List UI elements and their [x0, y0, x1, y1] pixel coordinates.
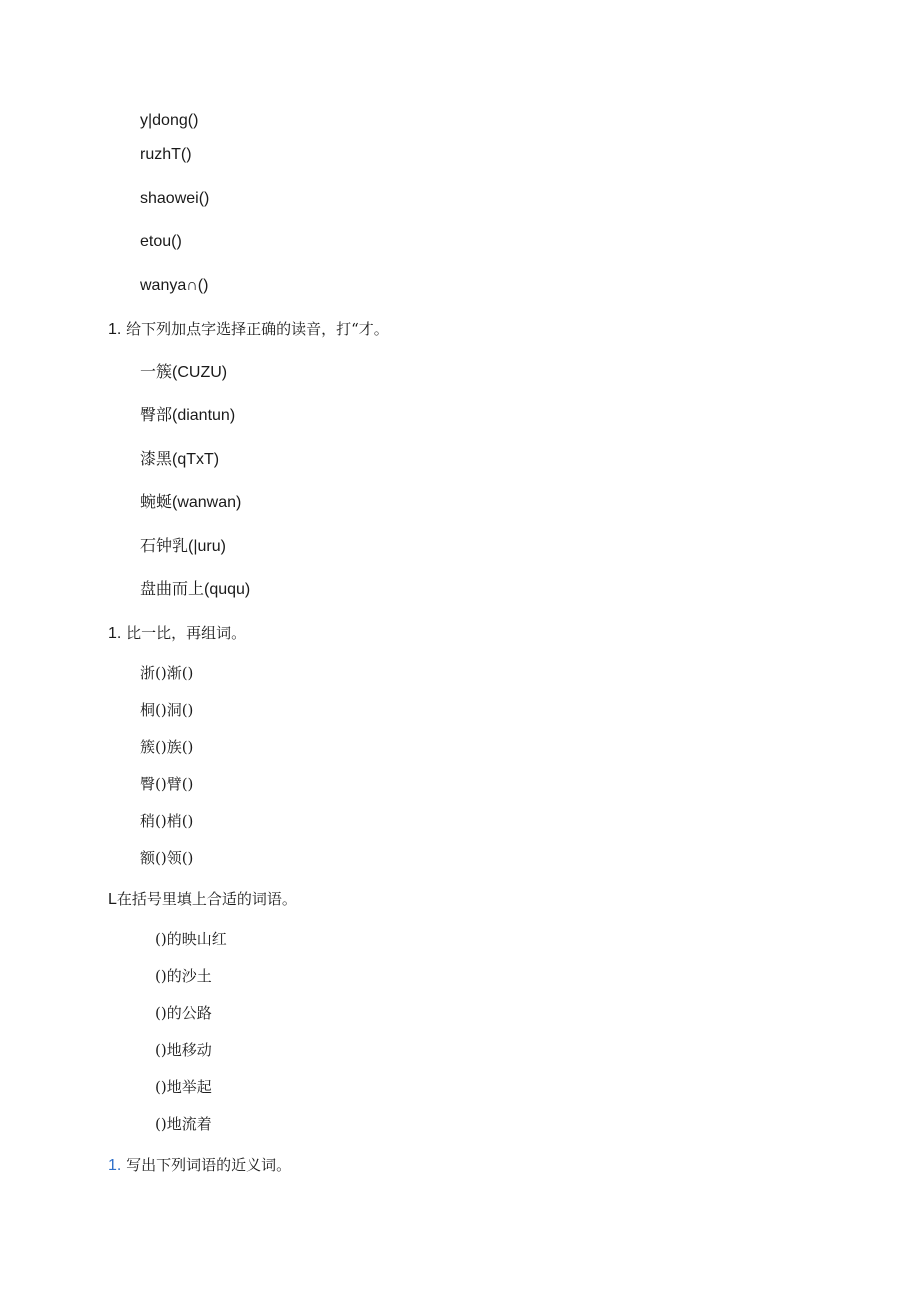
pinyin-item: etou(): [140, 233, 182, 250]
compare-item: 稍()梢(): [140, 812, 194, 830]
question-text: 比一比，再组词。: [126, 624, 247, 642]
pinyin-item: ruzhT(): [140, 146, 192, 163]
question-number: 1.: [108, 625, 122, 642]
tone-item: 漆黑(qTxT): [140, 451, 220, 468]
question-text: 给下列加点字选择正确的读音，打“才。: [126, 320, 389, 338]
pinyin-item: shaowei(): [140, 190, 210, 207]
tone-item: 臀部(diantun): [140, 407, 236, 424]
tone-item: 蜿蜒(wanwan): [140, 494, 242, 511]
question-heading: [108, 623, 246, 644]
fill-item: ()地举起: [155, 1078, 212, 1096]
question-number: L: [108, 891, 117, 908]
pinyin-item: y|dong(): [140, 112, 199, 129]
question-heading: [108, 1155, 291, 1176]
question-heading: [108, 319, 389, 340]
compare-item: 桐()洞(): [140, 701, 194, 719]
question-heading: [108, 889, 297, 910]
question-text: 在括号里填上合适的词语。: [116, 890, 297, 908]
question-number: 1.: [108, 321, 122, 338]
fill-item: ()的沙土: [155, 967, 212, 985]
question-number: 1.: [108, 1157, 122, 1174]
fill-item: ()地移动: [155, 1041, 212, 1059]
pinyin-item: wanya∩(): [140, 277, 209, 294]
question-text: 写出下列词语的近义词。: [126, 1156, 292, 1174]
tone-item: 盘曲而上(ququ): [140, 581, 251, 598]
tone-item: 石钟乳(|uru): [140, 538, 226, 555]
fill-item: ()的映山红: [155, 930, 227, 948]
compare-item: 额()领(): [140, 849, 194, 867]
compare-item: 簇()族(): [140, 738, 194, 756]
fill-item: ()的公路: [155, 1004, 212, 1022]
tone-item: 一簇(CUZU): [140, 364, 228, 381]
compare-item: 臀()臂(): [140, 775, 194, 793]
fill-item: ()地流着: [155, 1115, 212, 1133]
compare-item: 浙()渐(): [140, 664, 194, 682]
